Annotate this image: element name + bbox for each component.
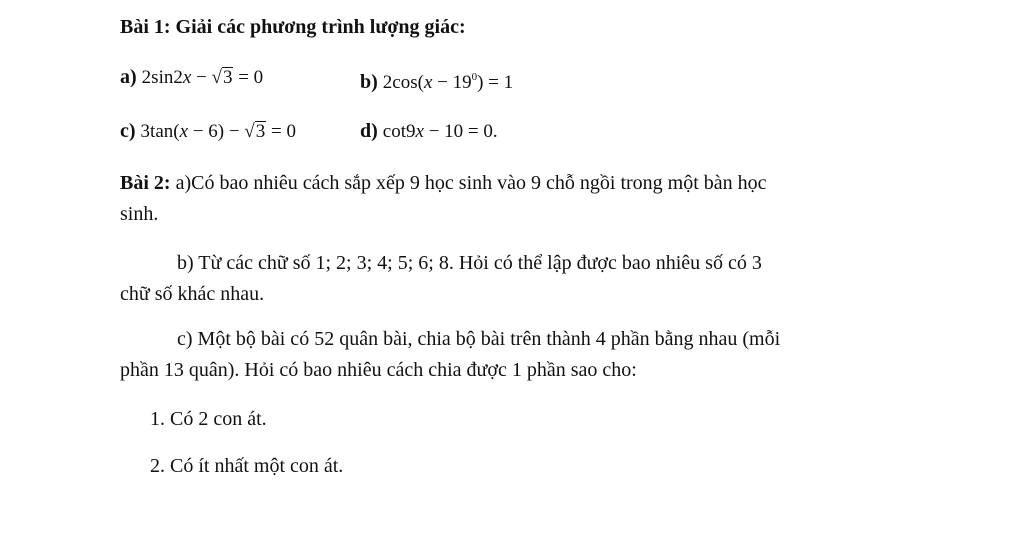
exercise-2c-line2: phần 13 quân). Hỏi có bao nhiêu cách chia được 1 phần sao cho:: [120, 359, 637, 381]
equation-a: [142, 67, 264, 88]
exercise-1-title: Bài 1: Giải các phương trình lượng giác:: [120, 16, 466, 38]
label-d: d): [360, 120, 378, 142]
eq-a-minus: −: [191, 67, 212, 88]
exercise-2b-line1: b) Từ các chữ số 1; 2; 3; 4; 5; 6; 8. Hỏi có thể lập được bao nhiêu số có 3: [177, 252, 762, 274]
eq-c-post: = 0: [266, 121, 296, 142]
sqrt-symbol: √3: [211, 67, 233, 88]
eq-c-mid: − 6) −: [188, 121, 245, 142]
exercise-1b: [360, 64, 513, 96]
label-c: c): [120, 120, 136, 142]
exercise-2c-line1: c) Một bộ bài có 52 quân bài, chia bộ bài trên thành 4 phần bằng nhau (mỗi: [177, 328, 781, 350]
equation-c: [141, 121, 296, 142]
exercise-2a-line2: sinh.: [120, 203, 159, 225]
exercise-2a-line1: [120, 170, 767, 196]
eq-a-post: = 0: [233, 67, 264, 88]
eq-b-part: 2cos(: [382, 72, 424, 93]
eq-b-sup: 0: [471, 71, 478, 83]
eq-b-var: x: [423, 72, 433, 93]
exercise-1d: [360, 118, 498, 145]
eq-d-var: x: [415, 121, 424, 142]
list-item-2: 2. Có ít nhất một con át.: [150, 455, 344, 477]
eq-a-root: 3: [222, 67, 233, 88]
exercise-1a: [120, 64, 263, 91]
exercise-2b-line2: chữ số khác nhau.: [120, 283, 265, 305]
exercise-1c: [120, 118, 296, 145]
eq-b-mid: − 19: [432, 72, 472, 93]
eq-d-part: cot9: [382, 121, 416, 142]
eq-b-post: ) = 1: [477, 72, 514, 93]
list-item-1: 1. Có 2 con át.: [150, 408, 267, 430]
label-b: b): [360, 71, 378, 93]
eq-a-var: x: [182, 67, 192, 88]
eq-c-var: x: [179, 121, 189, 142]
label-a: a): [120, 66, 137, 88]
equation-d: [383, 121, 498, 142]
eq-a-part: 2sin2: [141, 67, 183, 88]
eq-c-root: 3: [255, 121, 266, 142]
eq-c-part: 3tan(: [140, 121, 180, 142]
exercise-2a-text: a)Có bao nhiêu cách sắp xếp 9 học sinh vào 9 chỗ ngồi trong một bàn học: [170, 172, 767, 194]
exercise-2-label: Bài 2:: [120, 172, 171, 194]
eq-d-post: − 10 = 0.: [423, 121, 498, 142]
equation-b: [383, 72, 513, 93]
sqrt-symbol: √3: [244, 121, 266, 142]
